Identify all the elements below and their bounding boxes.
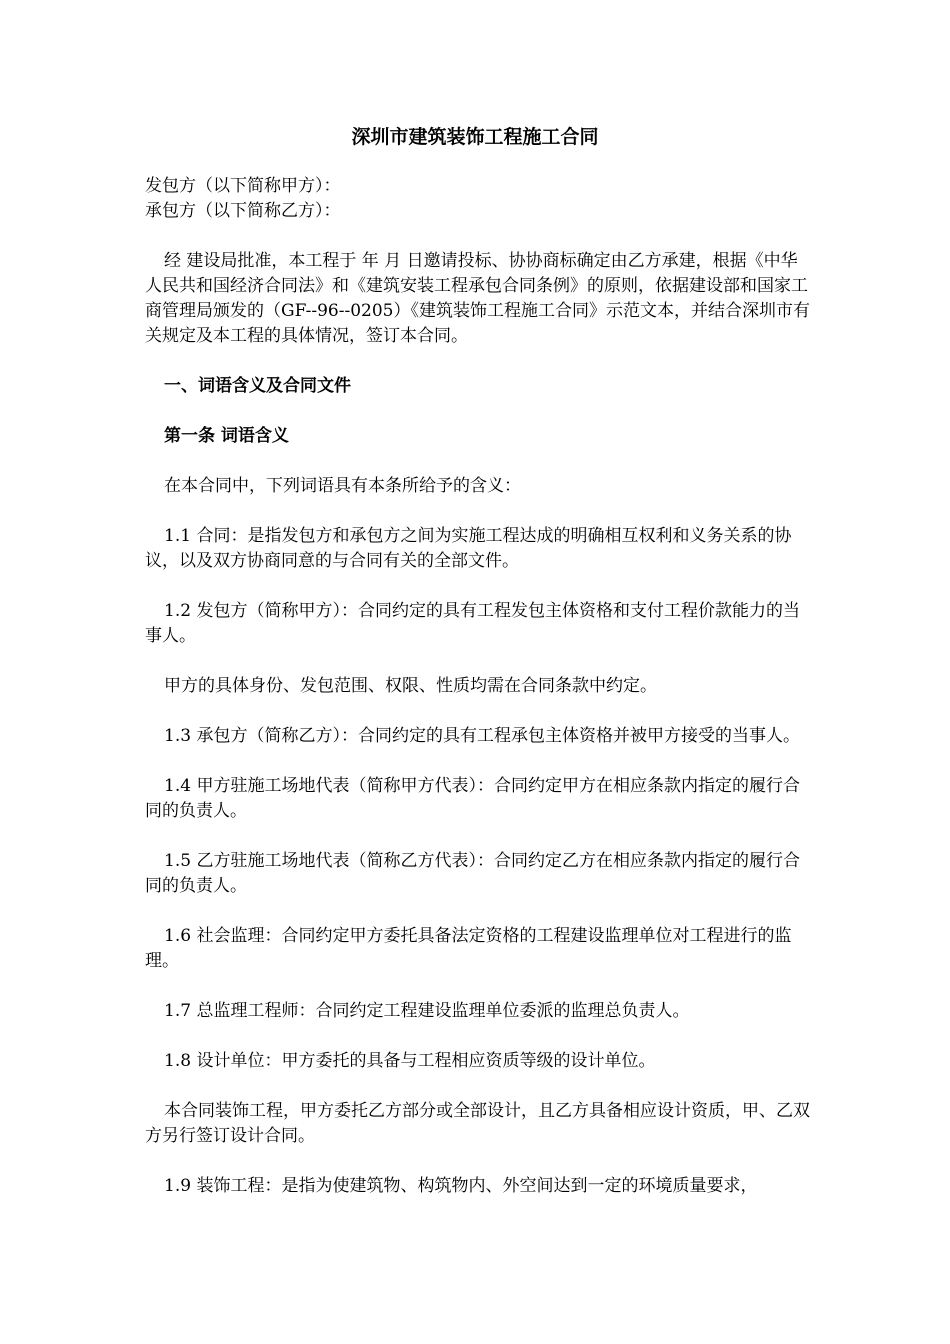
article-lead: 在本合同中，下列词语具有本条所给予的含义： bbox=[164, 476, 521, 496]
document-title: 深圳市建筑装饰工程施工合同 bbox=[351, 126, 599, 148]
clause-1-4: 1.4 甲方驻施工场地代表（简称甲方代表）：合同约定甲方在相应条款内指定的履行合同的负责人。 bbox=[145, 776, 800, 821]
clause-1-2-note: 甲方的具体身份、发包范围、权限、性质均需在合同条款中约定。 bbox=[164, 676, 657, 696]
clause-1-1: 1.1 合同：是指发包方和承包方之间为实施工程达成的明确相互权利和义务关系的协议，以及双方协商同意的与合同有关的全部文件。 bbox=[145, 526, 792, 571]
clause-1-3: 1.3 承包方（简称乙方）：合同约定的具有工程承包主体资格并被甲方接受的当事人。 bbox=[164, 726, 800, 746]
party-employer-line: 发包方（以下简称甲方）： bbox=[145, 176, 341, 196]
clause-1-6: 1.6 社会监理：合同约定甲方委托具备法定资格的工程建设监理单位对工程进行的监理。 bbox=[145, 926, 792, 971]
clause-1-8: 1.8 设计单位：甲方委托的具备与工程相应资质等级的设计单位。 bbox=[164, 1051, 656, 1071]
clause-1-9: 1.9 装饰工程：是指为使建筑物、构筑物内、外空间达到一定的环境质量要求， bbox=[164, 1176, 758, 1196]
intro-paragraph: 经 建设局批准，本工程于 年 月 日邀请投标、协协商标确定由乙方承建，根据《中华人民共和国经济合同法》和《建筑安装工程承包合同条例》的原则，依据建设部和国家工商管理局颁发的（GF--96--0205）《建筑装饰工程施工合同》示范文本，并结合深圳市有关规定及本工程的具体情况，签订本合同。 bbox=[145, 251, 810, 346]
document-body bbox=[145, 174, 813, 1199]
clause-1-2: 1.2 发包方（简称甲方）：合同约定的具有工程发包主体资格和支付工程价款能力的当事人。 bbox=[145, 601, 800, 646]
clause-1-8-note: 本合同装饰工程，甲方委托乙方部分或全部设计，且乙方具备相应设计资质，甲、乙双方另行签订设计合同。 bbox=[145, 1101, 810, 1146]
article-heading: 第一条 词语含义 bbox=[164, 426, 289, 446]
section-heading: 一、词语含义及合同文件 bbox=[164, 376, 351, 396]
clause-1-7: 1.7 总监理工程师：合同约定工程建设监理单位委派的监理总负责人。 bbox=[164, 1001, 690, 1021]
clause-1-5: 1.5 乙方驻施工场地代表（简称乙方代表）：合同约定乙方在相应条款内指定的履行合同的负责人。 bbox=[145, 851, 800, 896]
party-contractor-line: 承包方（以下简称乙方）： bbox=[145, 201, 341, 221]
